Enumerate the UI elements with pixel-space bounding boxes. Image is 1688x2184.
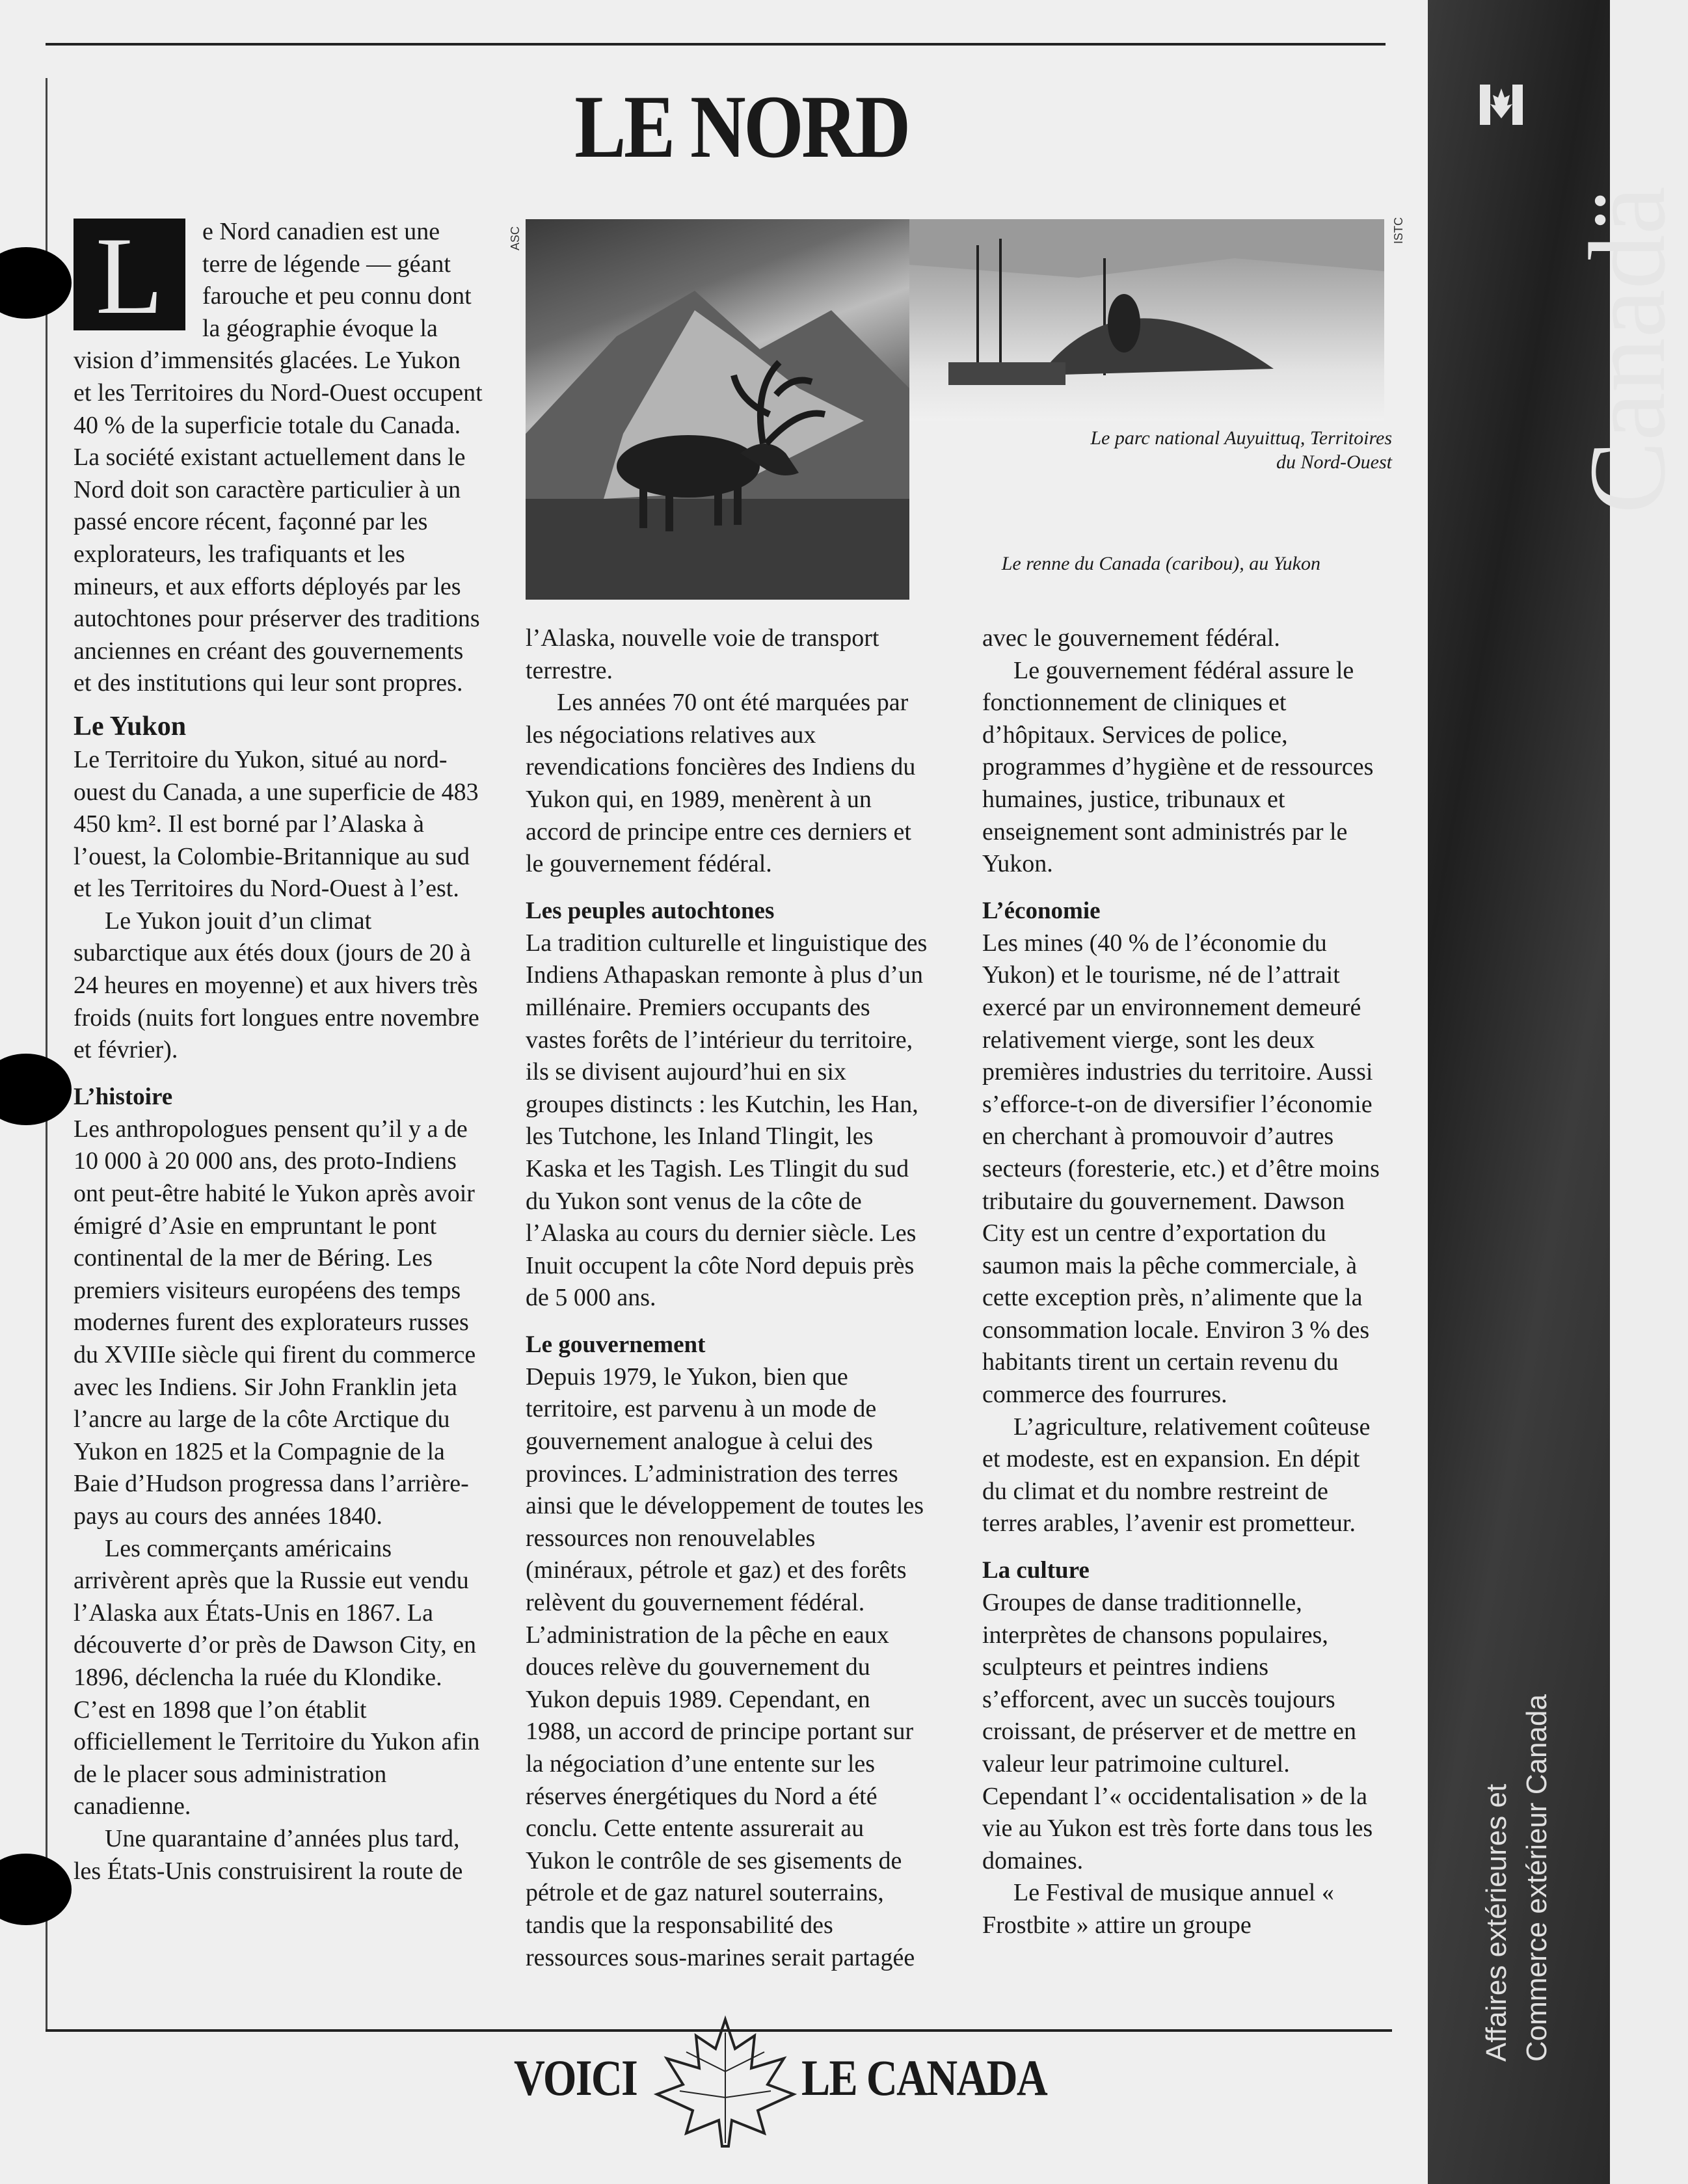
maple-leaf-icon: [647, 2013, 803, 2150]
footer-le-canada: LE CANADA: [801, 2049, 1047, 2106]
paragraph: Groupes de danse traditionnelle, interprètes de chansons populaires, sculpteurs et peintres indiens s’efforcent, avec un succès toujours croissant, de préserver et de mettre en valeur leur patrimoine culturel. Cependant l’« occidentalisation » de la vie au Yukon est très forte dans tous les domaines.: [982, 1589, 1373, 1874]
department-name: [1477, 1694, 1557, 2062]
flag-icon: [1480, 85, 1523, 125]
intro-paragraph: e Nord canadien est une terre de légende — géant farouche et peu connu dont la géographie évoque la vision d’immensités glacées. Le Yukon et les Territoires du Nord-Ouest occupent 40 % de la superficie totale du Canada. La société existant actuellement dans le Nord doit son caractère particulier à un passé encore récent, façonné par les explorateurs, les trafiquants et les mineurs, et aux efforts déployés par les autochtones pour préserver des traditions anciennes en créant des gouvernements et des institutions qui leur sont propres.: [74, 218, 483, 697]
heading-economie: L’économie: [982, 897, 1101, 924]
paragraph: Le Festival de musique annuel « Frostbite » attire un groupe: [982, 1879, 1334, 1939]
paragraph: L’agriculture, relativement coûteuse et modeste, est en expansion. En dépit du climat et du nombre restreint de terres arables, l’avenir est prometteur.: [982, 1413, 1371, 1538]
top-rule: [46, 43, 1386, 46]
canada-wordmark: Canadä: [1567, 186, 1688, 514]
left-rule: [46, 78, 47, 2029]
paragraph: l’Alaska, nouvelle voie de transport terrestre.: [526, 624, 879, 684]
heading-culture: La culture: [982, 1557, 1090, 1584]
column-2: [526, 622, 929, 1974]
column-3: [982, 622, 1386, 1942]
paragraph: Le gouvernement fédéral assure le fonctionnement de cliniques et d’hôpitaux. Services de police, programmes d’hygiène et de ressources humaines, justice, tribunaux et enseignement sont administrés par le Yukon.: [982, 656, 1374, 878]
paragraph: avec le gouvernement fédéral.: [982, 624, 1280, 652]
binder-hole: [0, 1854, 72, 1925]
caption-park: Le parc national Auyuittuq, Territoires du Nord-Ouest: [1090, 427, 1392, 473]
paragraph: Depuis 1979, le Yukon, bien que territoire, est parvenu à un mode de gouvernement analogue à celui des provinces. L’administration des terres ainsi que le développement de toutes les ressources non renouvelables (minéraux, pétrole et gaz) et des forêts relèvent du gouvernement fédéral. L’administration de la pêche en eaux douces relève du gouvernement du Yukon depuis 1989. Cependant, en 1988, un accord de principe portant sur la négociation d’une entente sur les réserves énergétiques du Nord a été conclu. Cette entente assurerait au Yukon le contrôle de ses gisements de pétrole et de gaz naturel souterrains, tandis que la responsabilité des ressources sous-marines serait partagée: [526, 1363, 924, 1971]
paragraph: Les années 70 ont été marquées par les négociations relatives aux revendications foncières des Indiens du Yukon qui, en 1989, menèrent à un accord de principe entre ces derniers et le gouvernement fédéral.: [526, 689, 916, 878]
photo-credit: ISTC: [1392, 217, 1405, 244]
paragraph: Les commerçants américains arrivèrent après que la Russie eut vendu l’Alaska aux États-Unis en 1867. La découverte d’or près de Dawson City, en 1896, déclencha la ruée du Klondike. C’est en 1898 que l’on établit officiellement le Territoire du Yukon afin de le placer sous administration canadienne.: [74, 1534, 480, 1820]
heading-gouvernement: Le gouvernement: [526, 1331, 706, 1358]
department-line: Commerce extérieur Canada: [1521, 1694, 1553, 2062]
paragraph: Les mines (40 % de l’économie du Yukon) et le tourisme, né de l’attrait exercé par un environnement demeuré relativement vierge, sont les deux premières industries du territoire. Aussi s’efforce-t-on de diversifier l’économie en cherchant à promouvoir d’autres secteurs (foresterie, etc.) et d’être moins tributaire du gouvernement. Dawson City est un centre d’exportation du saumon mais la pêche commerciale, à cette exception près, n’alimente que la consommation locale. Environ 3 % des habitants tirent un certain revenu du commerce des fourrures.: [982, 929, 1380, 1409]
caribou-photo: [526, 219, 909, 600]
park-photo: [909, 219, 1384, 421]
paragraph: Le Yukon jouit d’un climat subarctique aux étés doux (jours de 20 à 24 heures en moyenne) et aux hivers très froids (nuits fort longues entre novembre et février).: [74, 907, 479, 1064]
paragraph: Une quarantaine d’années plus tard, les États-Unis construisirent la route de: [74, 1824, 463, 1885]
photo-credit: ASC: [509, 226, 522, 250]
heading-yukon: Le Yukon: [74, 711, 187, 741]
binder-hole: [0, 1054, 72, 1125]
column-1: [74, 216, 483, 1887]
heading-histoire: L’histoire: [74, 1083, 173, 1110]
binder-hole: [0, 247, 72, 319]
paragraph: Le Territoire du Yukon, situé au nord-ouest du Canada, a une superficie de 483 450 km². Il est borné par l’Alaska à l’ouest, la Colombie-Britannique au sud et les Territoires du Nord-Ouest à l’est.: [74, 745, 479, 903]
department-line: Affaires extérieures et: [1480, 1783, 1512, 2062]
heading-peuples: Les peuples autochtones: [526, 897, 775, 924]
tent-illustration: [909, 219, 1384, 421]
drop-cap: L: [74, 219, 185, 330]
paragraph: La tradition culturelle et linguistique des Indiens Athapaskan remonte à plus d’un millénaire. Premiers occupants des vastes forêts de l’intérieur du territoire, ils se divisent aujourd’hui en six groupes distincts : les Kutchin, les Han, les Tutchone, les Inland Tlingit, les Kaska et les Tagish. Les Tlingit du sud du Yukon sont venus de la côte de l’Alaska au cours du dernier siècle. Les Inuit occupent la côte Nord depuis près de 5 000 ans.: [526, 929, 928, 1312]
footer-voici: VOICI: [514, 2049, 637, 2106]
caribou-illustration: [526, 219, 909, 600]
paragraph: Les anthropologues pensent qu’il y a de 10 000 à 20 000 ans, des proto-Indiens ont peut-être habité le Yukon après avoir émigré d’Asie en empruntant le pont continental de la mer de Béring. Les premiers visiteurs européens des temps modernes furent des explorateurs russes du XVIIIe siècle qui firent du commerce avec les Indiens. Sir John Franklin jeta l’ancre au large de la côte Arctique du Yukon en 1825 et la Compagnie de la Baie d’Hudson progressa dans l’arrière-pays au cours des années 1840.: [74, 1115, 476, 1530]
caption-caribou: Le renne du Canada (caribou), au Yukon: [1001, 553, 1320, 574]
page-title: LE NORD: [574, 77, 909, 176]
